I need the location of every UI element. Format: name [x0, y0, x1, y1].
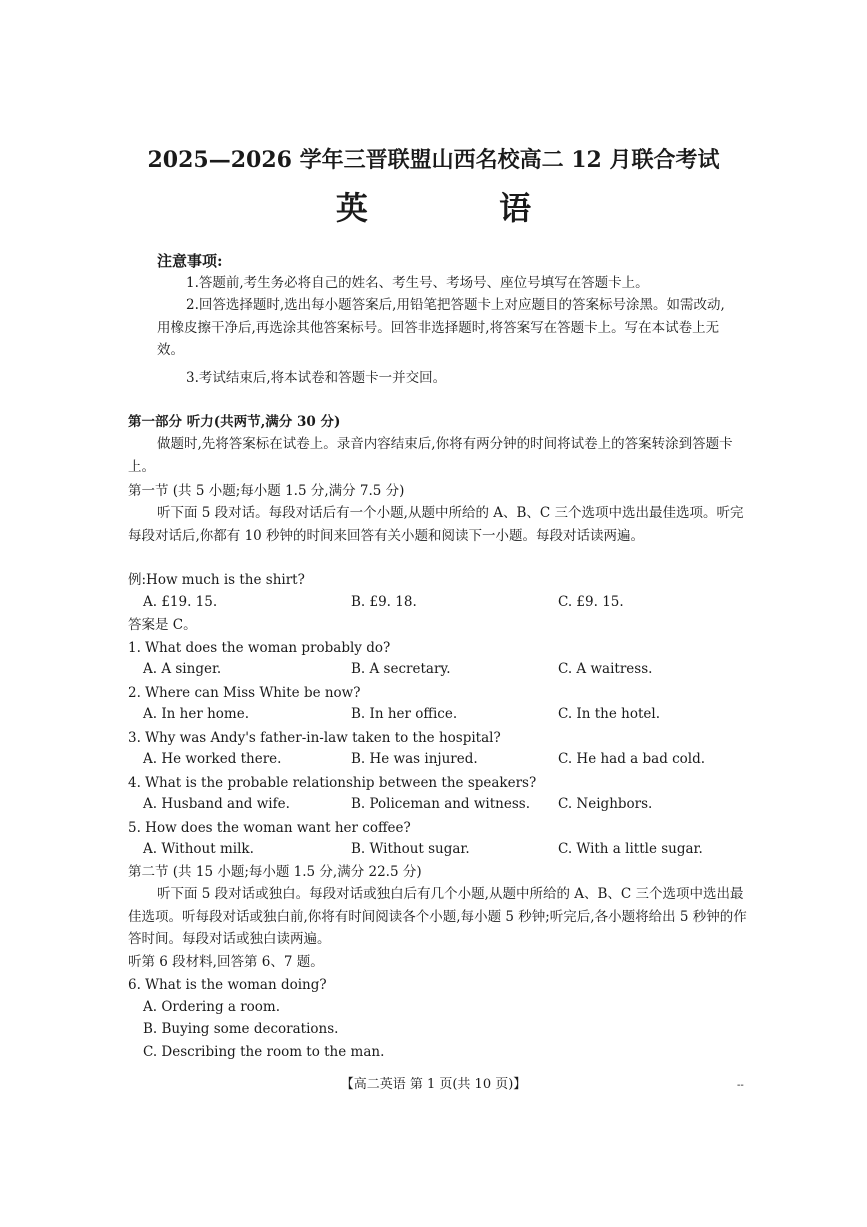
page-footer: 【高二英语 第 1 页(共 10 页)】 — [340, 1077, 527, 1092]
example-question: 例:How much is the shirt? — [128, 572, 305, 588]
q6-option-a: A. Ordering a room. — [143, 999, 281, 1015]
section2-intro: 听下面 5 段对话或独白。每段对话或独白后有几个小题,从题中所给的 A、B、C 三个选项中选出最佳选项。听每段对话或独白前,你将有时间阅读各个小题,每小题 5 秒钟;听完后,各小题将给出 5 秒钟的作答时间。每段对话或独白读两遍。 — [128, 886, 747, 948]
question-1: 1. What does the woman probably do? — [128, 640, 391, 656]
section2-heading: 第二节 (共 15 小题;每小题 1.5 分,满分 22.5 分) — [128, 864, 422, 880]
part1-heading: 第一部分 听力(共两节,满分 30 分) — [128, 414, 341, 430]
q5-option-b: B. Without sugar. — [351, 841, 470, 857]
question-2: 2. Where can Miss White be now? — [128, 685, 361, 701]
q3-option-c: C. He had a bad cold. — [558, 751, 706, 767]
q6-option-b: B. Buying some decorations. — [143, 1021, 339, 1037]
part1-intro: 做题时,先将答案标在试卷上。录音内容结束后,你将有两分钟的时间将试卷上的答案转涂到答题卡上。 — [128, 436, 733, 475]
material-6-instruction: 听第 6 段材料,回答第 6、7 题。 — [128, 954, 324, 970]
example-option-a: A. £19. 15. — [143, 594, 218, 610]
q1-option-c: C. A waitress. — [558, 661, 653, 677]
exam-title: 2025—2026 学年三晋联盟山西名校高二 12 月联合考试 — [147, 147, 720, 173]
question-5: 5. How does the woman want her coffee? — [128, 820, 411, 836]
example-answer: 答案是 C。 — [128, 617, 197, 633]
question-6: 6. What is the woman doing? — [128, 977, 327, 993]
q1-option-a: A. A singer. — [143, 661, 222, 677]
q4-option-a: A. Husband and wife. — [143, 796, 290, 812]
example-option-b: B. £9. 18. — [351, 594, 417, 610]
q2-option-c: C. In the hotel. — [558, 706, 660, 722]
q2-option-b: B. In her office. — [351, 706, 458, 722]
q1-option-b: B. A secretary. — [351, 661, 451, 677]
question-3: 3. Why was Andy's father-in-law taken to the hospital? — [128, 730, 501, 746]
example-option-c: C. £9. 15. — [558, 594, 624, 610]
notice-item-3: 3.考试结束后,将本试卷和答题卡一并交回。 — [186, 370, 447, 386]
corner-mark: -- — [737, 1080, 744, 1091]
section1-heading: 第一节 (共 5 小题;每小题 1.5 分,满分 7.5 分) — [128, 483, 405, 499]
q3-option-a: A. He worked there. — [143, 751, 282, 767]
q2-option-a: A. In her home. — [143, 706, 249, 722]
q6-option-c: C. Describing the room to the man. — [143, 1044, 385, 1060]
subject-title: 英 语 — [335, 189, 592, 227]
notice-heading: 注意事项: — [157, 252, 223, 270]
notice-item-2: 2.回答选择题时,选出每小题答案后,用铅笔把答题卡上对应题目的答案标号涂黑。如需改动,用橡皮擦干净后,再选涂其他答案标号。回答非选择题时,将答案写在答题卡上。写在本试卷上无效。 — [157, 297, 725, 359]
q4-option-c: C. Neighbors. — [558, 796, 653, 812]
q4-option-b: B. Policeman and witness. — [351, 796, 530, 812]
section1-intro: 听下面 5 段对话。每段对话后有一个小题,从题中所给的 A、B、C 三个选项中选出最佳选项。听完每段对话后,你都有 10 秒钟的时间来回答有关小题和阅读下一小题。每段对话读两遍。 — [128, 505, 744, 544]
q3-option-b: B. He was injured. — [351, 751, 478, 767]
q5-option-c: C. With a little sugar. — [558, 841, 703, 857]
notice-item-1: 1.答题前,考生务必将自己的姓名、考生号、考场号、座位号填写在答题卡上。 — [186, 275, 649, 291]
q5-option-a: A. Without milk. — [143, 841, 254, 857]
question-4: 4. What is the probable relationship between the speakers? — [128, 775, 537, 791]
